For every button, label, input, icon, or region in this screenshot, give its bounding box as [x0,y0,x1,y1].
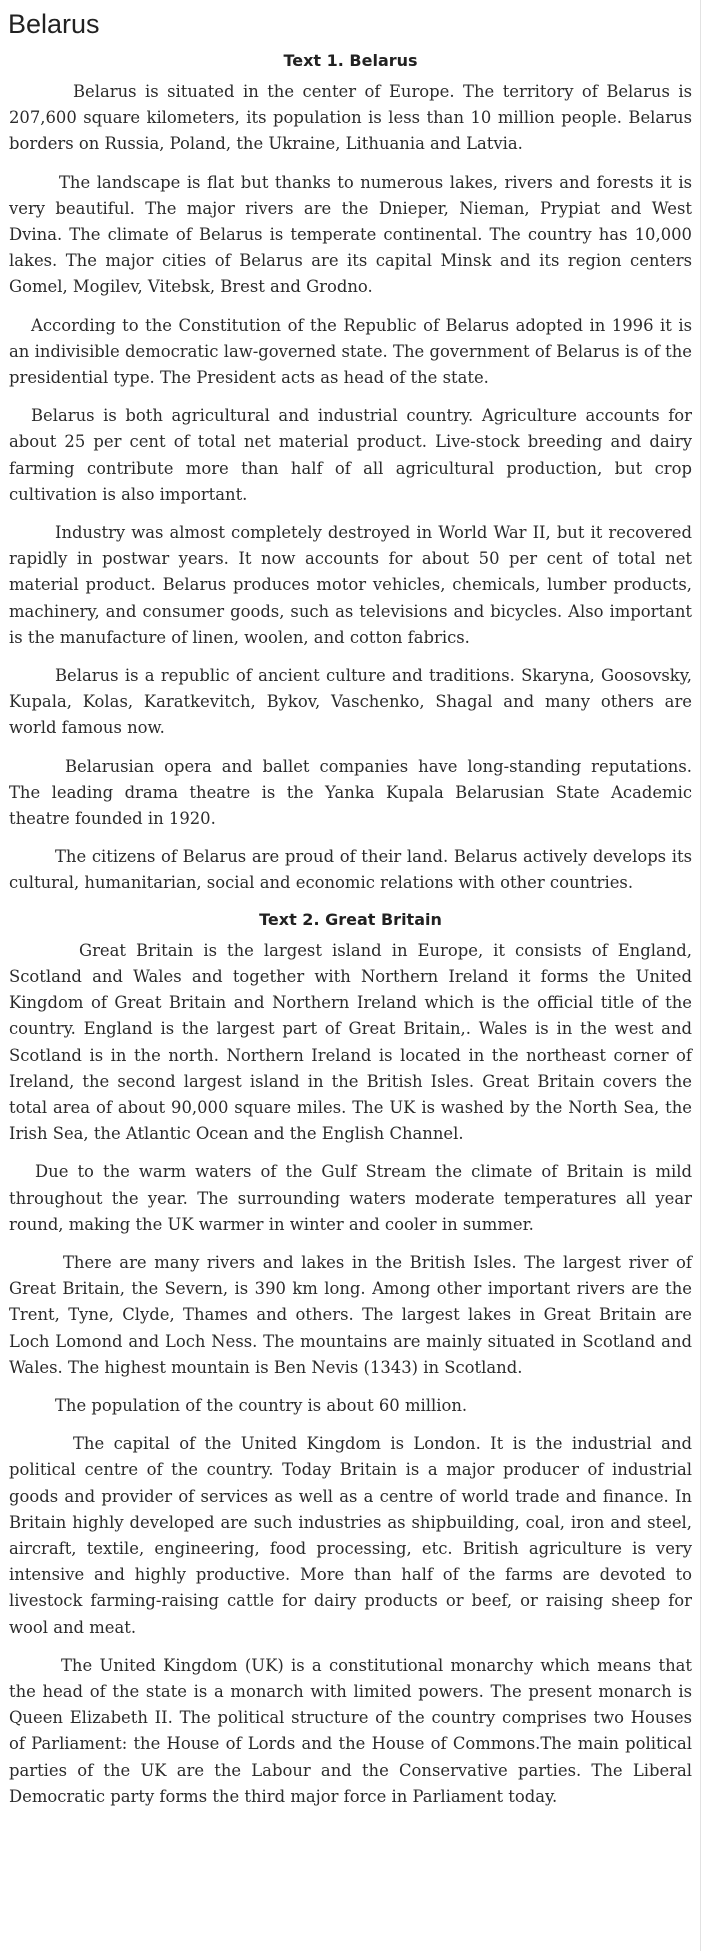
text1-paragraph-1: Belarus is situated in the center of Europe. The territory of Belarus is 207,600 square kilometers, its population is less than 10 million people. Belarus borders on Russia, Poland, the Ukraine, Lithuania and Latvia. [9,82,692,154]
text2-paragraph-4: The population of the country is about 60 million. [55,1395,468,1415]
text2-paragraph-3: There are many rivers and lakes in the British Isles. The largest river of Great Britain, the Severn, is 390 km long. Among other important rivers are the Trent, Tyne, Clyde, Thames and others. The largest lakes in Great Britain are Loch Lomond and Loch Ness. The mountains are mainly situated in Scotland and Wales. The highest mountain is Ben Nevis (1343) in Scotland. [9,1252,692,1377]
text1-paragraph-6: Belarus is a republic of ancient culture and traditions. Skaryna, Goosovsky, Kupala, Kolas, Karatkevitch, Bykov, Vaschenko, Shagal and many others are world famous now. [9,666,692,738]
text1-paragraph-4: Belarus is both agricultural and industrial country. Agriculture accounts for about 25 per cent of total net material product. Live-stock breeding and dairy farming contribute more than half of all agricultural production, but crop cultivation is also important. [9,406,692,504]
text2-paragraph-1: Great Britain is the largest island in Europe, it consists of England, Scotland and Wales and together with Northern Ireland it forms the United Kingdom of Great Britain and Northern Ireland which is the official title of the country. England is the largest part of Great Britain,. Wales is in the west and Scotland is in the north. Northern Ireland is located in the northeast corner of Ireland, the second largest island in the British Isles. Great Britain covers the total area of about 90,000 square miles. The UK is washed by the North Sea, the Irish Sea, the Atlantic Ocean and the English Channel. [9,940,692,1144]
text2-paragraph-2: Due to the warm waters of the Gulf Stream the climate of Britain is mild throughout the year. The surrounding waters moderate temperatures all year round, making the UK warmer in winter and cooler in summer. [9,1162,692,1234]
document-body [9,50,692,1822]
text1-heading: Text 1. Belarus [283,51,418,70]
text1-paragraph-8: The citizens of Belarus are proud of their land. Belarus actively develops its cultural, humanitarian, social and economic relations with other countries. [9,847,692,893]
text2-paragraph-6: The United Kingdom (UK) is a constitutional monarchy which means that the head of the state is a monarch with limited powers. The present monarch is Queen Elizabeth II. The political structure of the country comprises two Houses of Parliament: the House of Lords and the House of Commons.The main political parties of the UK are the Labour and the Conservative parties. The Liberal Democratic party forms the third major force in Parliament today. [9,1655,692,1806]
text2-paragraph-5: The capital of the United Kingdom is London. It is the industrial and political centre of the country. Today Britain is a major producer of industrial goods and provider of services as well as a centre of world trade and finance. In Britain highly developed are such industries as shipbuilding, coal, iron and steel, aircraft, textile, engineering, food processing, etc. British agriculture is very intensive and highly productive. More than half of the farms are devoted to livestock farming-raising cattle for dairy products or beef, or raising sheep for wool and meat. [9,1434,692,1637]
text2-heading: Text 2. Great Britain [259,909,442,929]
text1-paragraph-3: According to the Constitution of the Republic of Belarus adopted in 1996 it is an indivisible democratic law-governed state. The government of Belarus is of the presidential type. The President acts as head of the state. [9,315,692,388]
page-title: Belarus [8,9,100,39]
text1-paragraph-2: The landscape is flat but thanks to numerous lakes, rivers and forests it is very beautiful. The major rivers are the Dnieper, Nieman, Prypiat and West Dvina. The climate of Belarus is temperate continental. The country has 10,000 lakes. The major cities of Belarus are its capital Minsk and its region centers Gomel, Mogilev, Vitebsk, Brest and Grodno. [9,172,692,297]
text1-paragraph-7: Belarusian opera and ballet companies have long-standing reputations. The leading drama theatre is the Yanka Kupala Belarusian State Academic theatre founded in 1920. [9,756,692,829]
text1-paragraph-5: Industry was almost completely destroyed in World War II, but it recovered rapidly in postwar years. It now accounts for about 50 per cent of total net material product. Belarus produces motor vehicles, chemicals, lumber products, machinery, and consumer goods, such as televisions and bicycles. Also important is the manufacture of linen, woolen, and cotton fabrics. [9,523,692,647]
